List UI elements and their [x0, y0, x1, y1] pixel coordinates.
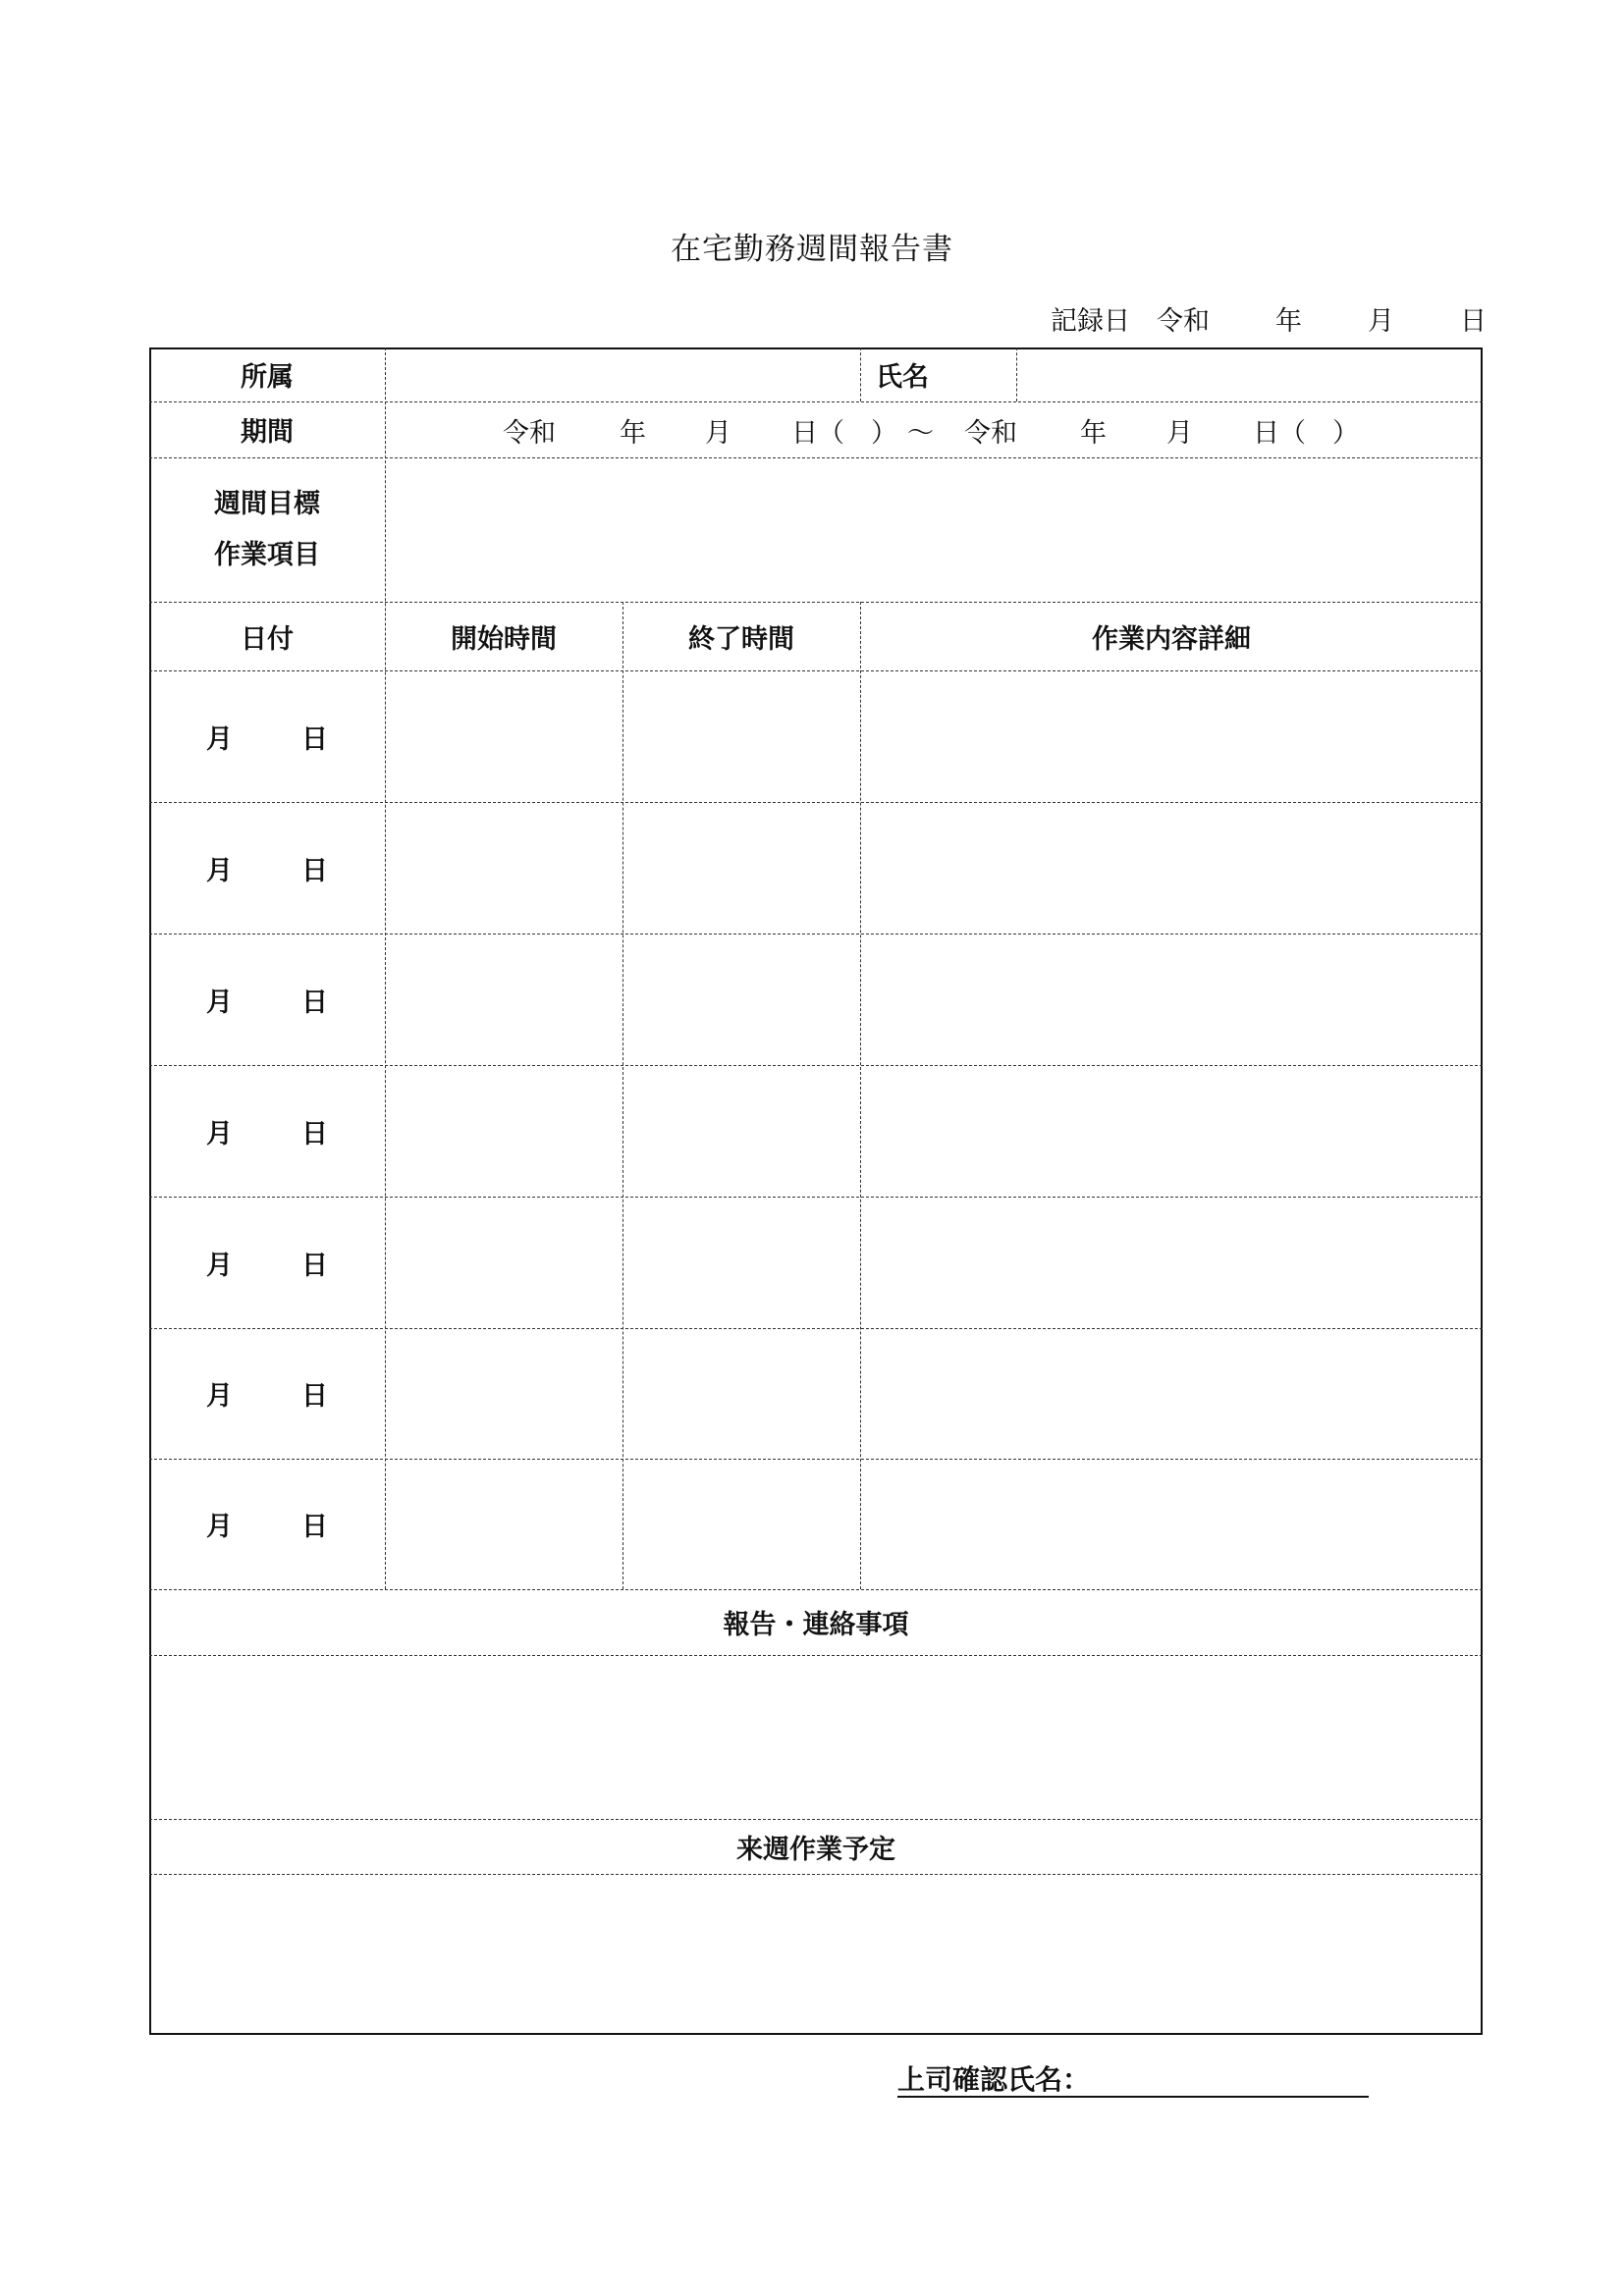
period-start-month: 月: [705, 417, 731, 449]
row-day: 日: [301, 1118, 328, 1149]
period-end-year: 年: [1080, 417, 1107, 449]
record-date-month: 月: [1368, 306, 1394, 337]
row-month: 月: [206, 1250, 233, 1281]
row-day: 日: [301, 1512, 328, 1542]
column-header-end-time: 終了時間: [688, 623, 794, 655]
period-start-day: 日（ ）: [791, 417, 897, 449]
table-row-date: [149, 670, 385, 802]
period-tilde: ～: [907, 417, 934, 449]
row-day: 日: [301, 855, 328, 886]
supervisor-signature-label: 上司確認氏名：: [897, 2063, 1091, 2096]
divider: [149, 1874, 1483, 1875]
document-title: 在宅勤務週間報告書: [671, 232, 953, 267]
table-row-date: [149, 1197, 385, 1328]
column-divider: [1016, 347, 1017, 401]
period-end-day: 日（ ）: [1253, 417, 1359, 449]
period-label: 期間: [241, 417, 294, 448]
row-month: 月: [206, 1118, 233, 1149]
period-start-year: 年: [620, 417, 646, 449]
report-section-title: 報告・連絡事項: [723, 1610, 909, 1640]
period-end-era: 令和: [964, 417, 1017, 449]
table-row-date: [149, 1328, 385, 1459]
row-month: 月: [206, 1512, 233, 1542]
row-month: 月: [206, 723, 233, 755]
record-date-day: 日: [1460, 306, 1487, 337]
column-header-start-time: 開始時間: [451, 623, 557, 655]
column-header-work-details: 作業内容詳細: [1092, 623, 1251, 655]
column-header-date: 日付: [241, 623, 294, 655]
table-row-date: [149, 802, 385, 934]
record-date: [1051, 299, 1487, 338]
record-date-label: 記録日 令和: [1051, 306, 1210, 337]
affiliation-label: 所属: [241, 362, 294, 393]
weekly-goals-label-line1: 週間目標: [214, 488, 320, 519]
row-day: 日: [301, 1381, 328, 1412]
next-week-section-title: 来週作業予定: [736, 1834, 895, 1865]
row-day: 日: [301, 1250, 328, 1281]
column-divider: [860, 602, 861, 1589]
period-start-era: 令和: [503, 417, 556, 449]
table-row-date: [149, 1459, 385, 1589]
row-month: 月: [206, 855, 233, 886]
period-end-month: 月: [1166, 417, 1193, 449]
table-row-date: [149, 934, 385, 1065]
name-label: 氏名: [876, 362, 929, 393]
column-divider: [385, 347, 386, 1589]
row-month: 月: [206, 987, 233, 1018]
row-month: 月: [206, 1381, 233, 1412]
weekly-goals-label-line2: 作業項目: [214, 539, 320, 570]
supervisor-signature-line: [897, 2058, 1369, 2098]
row-day: 日: [301, 723, 328, 755]
divider: [149, 1655, 1483, 1656]
row-day: 日: [301, 987, 328, 1018]
weekly-goals-label: [149, 457, 385, 602]
table-row-date: [149, 1065, 385, 1197]
record-date-year: 年: [1275, 306, 1302, 337]
